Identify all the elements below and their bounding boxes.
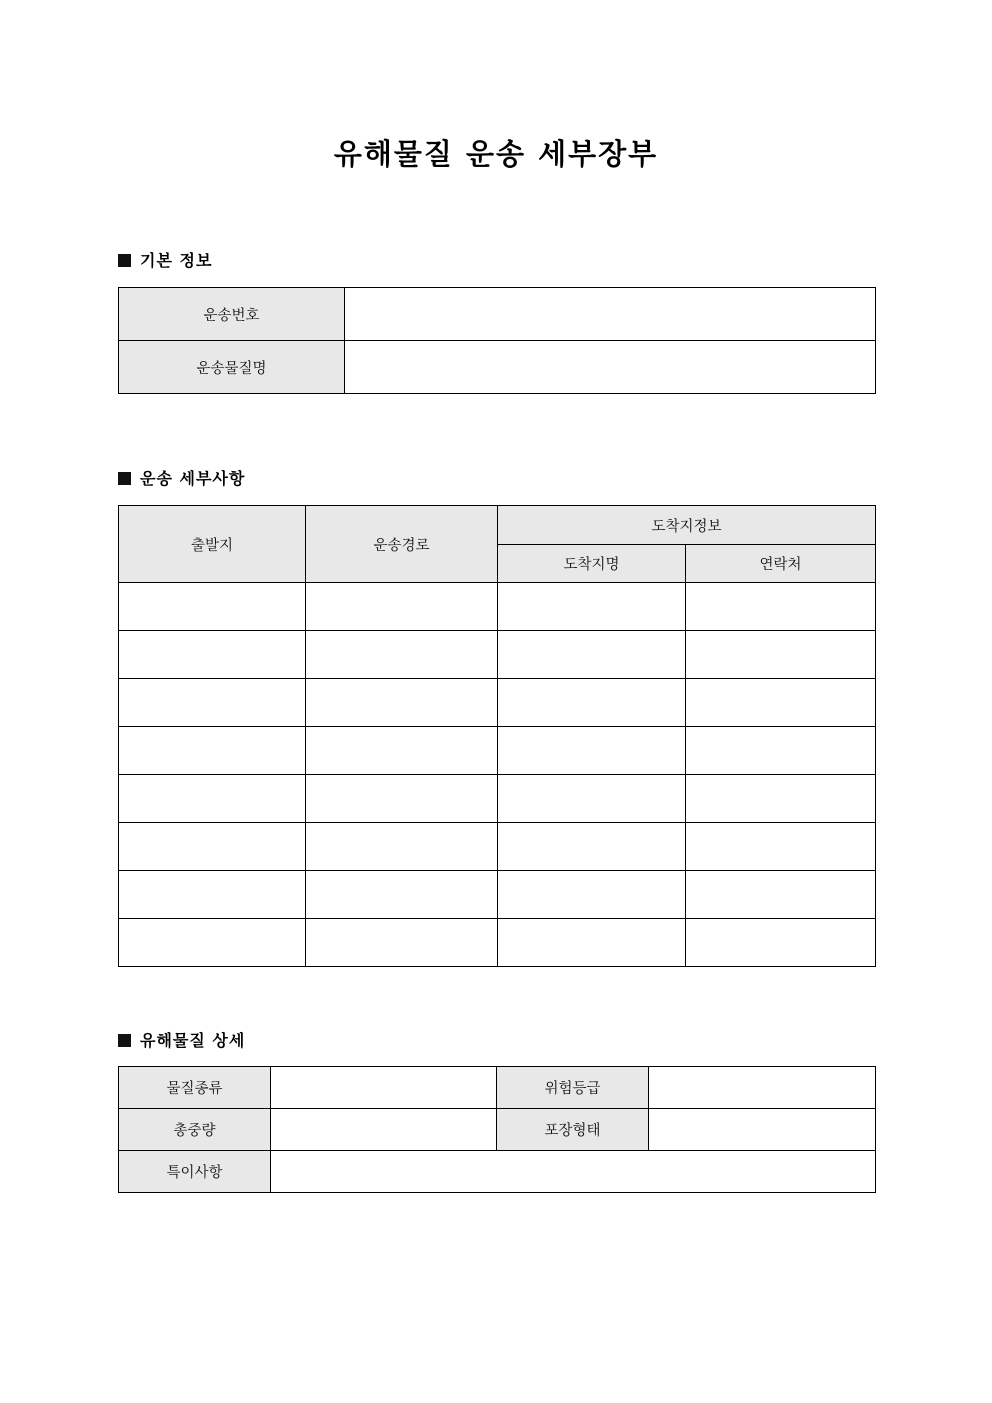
column-header-contact: 연락처 xyxy=(686,545,876,583)
cell-contact[interactable] xyxy=(686,919,876,967)
table-row xyxy=(119,775,876,823)
cell-origin[interactable] xyxy=(119,775,306,823)
table-header-row-primary xyxy=(119,506,876,545)
section-bullet-icon xyxy=(118,472,131,485)
hazmat-label-total-weight: 총중량 xyxy=(119,1109,271,1151)
cell-destination-name[interactable] xyxy=(498,823,686,871)
hazmat-value-total-weight[interactable] xyxy=(271,1109,497,1151)
cell-route[interactable] xyxy=(306,583,498,631)
table-row xyxy=(119,341,876,394)
section-header-transport-detail xyxy=(118,466,245,489)
cell-destination-name[interactable] xyxy=(498,919,686,967)
table-row xyxy=(119,1151,876,1193)
cell-destination-name[interactable] xyxy=(498,679,686,727)
cell-origin[interactable] xyxy=(119,631,306,679)
section-bullet-icon xyxy=(118,254,131,267)
cell-destination-name[interactable] xyxy=(498,775,686,823)
cell-contact[interactable] xyxy=(686,871,876,919)
cell-origin[interactable] xyxy=(119,727,306,775)
cell-origin[interactable] xyxy=(119,823,306,871)
table-row xyxy=(119,823,876,871)
cell-contact[interactable] xyxy=(686,823,876,871)
table-row xyxy=(119,631,876,679)
hazmat-value-packaging-type[interactable] xyxy=(649,1109,876,1151)
basic-info-label-transport-number: 운송번호 xyxy=(119,288,345,341)
column-header-route: 운송경로 xyxy=(306,506,498,583)
cell-contact[interactable] xyxy=(686,727,876,775)
basic-info-table xyxy=(118,287,876,394)
section-header-transport-detail-label: 운송 세부사항 xyxy=(140,469,246,488)
basic-info-value-transport-number[interactable] xyxy=(345,288,876,341)
cell-origin[interactable] xyxy=(119,919,306,967)
section-bullet-icon xyxy=(118,1034,131,1047)
cell-contact[interactable] xyxy=(686,583,876,631)
table-row xyxy=(119,871,876,919)
section-header-basic-info-label: 기본 정보 xyxy=(140,251,213,270)
hazmat-detail-table xyxy=(118,1066,876,1193)
table-row xyxy=(119,727,876,775)
table-row xyxy=(119,1109,876,1151)
cell-route[interactable] xyxy=(306,823,498,871)
table-row xyxy=(119,919,876,967)
cell-contact[interactable] xyxy=(686,631,876,679)
transport-detail-table xyxy=(118,505,876,967)
section-header-basic-info xyxy=(118,248,212,271)
hazmat-value-danger-grade[interactable] xyxy=(649,1067,876,1109)
cell-route[interactable] xyxy=(306,727,498,775)
hazmat-value-remarks[interactable] xyxy=(271,1151,876,1193)
hazmat-label-packaging-type: 포장형태 xyxy=(497,1109,649,1151)
table-row xyxy=(119,679,876,727)
column-header-destination-group: 도착지정보 xyxy=(498,506,876,545)
cell-contact[interactable] xyxy=(686,775,876,823)
cell-origin[interactable] xyxy=(119,679,306,727)
cell-contact[interactable] xyxy=(686,679,876,727)
hazmat-value-substance-type[interactable] xyxy=(271,1067,497,1109)
cell-destination-name[interactable] xyxy=(498,631,686,679)
cell-destination-name[interactable] xyxy=(498,583,686,631)
section-header-hazmat-detail xyxy=(118,1028,245,1051)
cell-origin[interactable] xyxy=(119,583,306,631)
basic-info-value-substance-name[interactable] xyxy=(345,341,876,394)
cell-route[interactable] xyxy=(306,919,498,967)
cell-route[interactable] xyxy=(306,871,498,919)
page-title: 유해물질 운송 세부장부 xyxy=(333,137,659,171)
cell-destination-name[interactable] xyxy=(498,871,686,919)
section-header-hazmat-detail-label: 유해물질 상세 xyxy=(140,1031,246,1050)
hazmat-label-substance-type: 물질종류 xyxy=(119,1067,271,1109)
table-row xyxy=(119,583,876,631)
column-header-origin: 출발지 xyxy=(119,506,306,583)
cell-route[interactable] xyxy=(306,775,498,823)
table-row xyxy=(119,1067,876,1109)
cell-origin[interactable] xyxy=(119,871,306,919)
hazmat-label-danger-grade: 위험등급 xyxy=(497,1067,649,1109)
table-row xyxy=(119,288,876,341)
column-header-destination-name: 도착지명 xyxy=(498,545,686,583)
cell-route[interactable] xyxy=(306,679,498,727)
basic-info-label-substance-name: 운송물질명 xyxy=(119,341,345,394)
cell-destination-name[interactable] xyxy=(498,727,686,775)
hazmat-label-remarks: 특이사항 xyxy=(119,1151,271,1193)
cell-route[interactable] xyxy=(306,631,498,679)
